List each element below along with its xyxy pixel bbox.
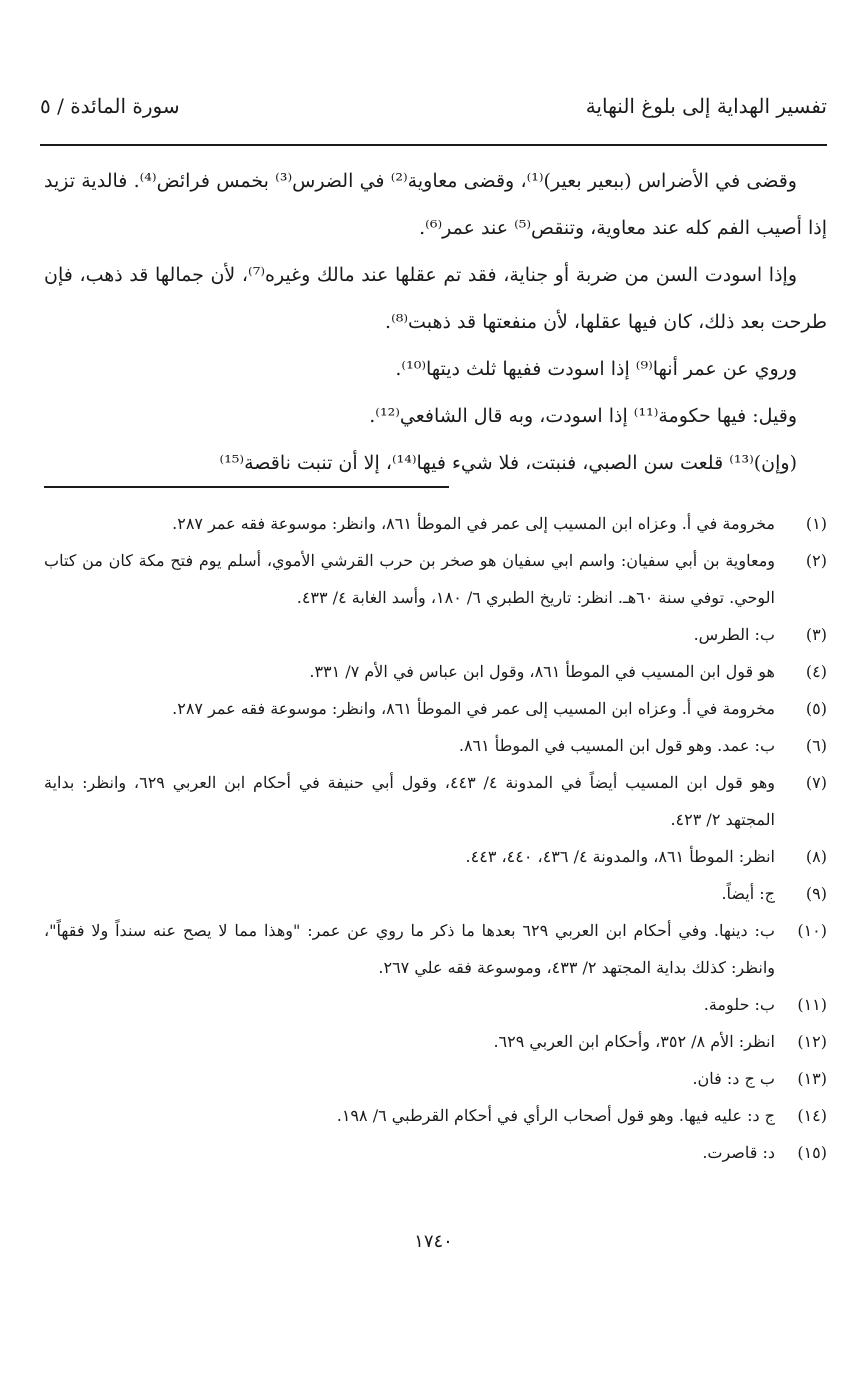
footnote	[44, 986, 827, 1023]
footnote	[44, 690, 827, 727]
footnote-text: ج: أيضاً.	[721, 884, 775, 903]
footnote-text: ب: الطرس.	[693, 625, 775, 644]
footnote-text: د: قاصرت.	[702, 1143, 775, 1162]
paragraph: وقيل: فيها حكومة⁽¹¹⁾ إذا اسودت، وبه قال الشافعي⁽¹²⁾.	[369, 405, 797, 427]
footnote	[44, 727, 827, 764]
footnote-number: (١٤)	[797, 1106, 827, 1125]
surah-label: سورة المائدة / ٥	[40, 94, 180, 118]
footnote-text: ب: عمد. وهو قول ابن المسيب في الموطأ ٨٦١.	[458, 736, 775, 755]
footnote-text: انظر: الأم ٨/ ٣٥٢، وأحكام ابن العربي ٦٢٩.	[493, 1032, 775, 1051]
footnote-text: ج د: عليه فيها. وهو قول أصحاب الرأي في أحكام القرطبي ٦/ ١٩٨.	[336, 1106, 775, 1125]
footnote-number: (٨)	[805, 847, 827, 866]
footnote-number: (١١)	[797, 995, 827, 1014]
footnote-separator	[44, 486, 449, 488]
footnote-text: ومعاوية بن أبي سفيان: واسم ابي سفيان هو صخر بن حرب القرشي الأموي، أسلم يوم فتح مكة كان من كتاب الوحي. توفي سنة ٦٠هـ. انظر: تاريخ الطبري ٦/ ١٨٠، وأسد الغابة ٤/ ٤٣٣.	[44, 551, 775, 607]
footnote-number: (٦)	[805, 736, 827, 755]
footnotes	[44, 505, 827, 1171]
footnote	[44, 1060, 827, 1097]
footnote	[44, 875, 827, 912]
footnote-text: مخرومة في أ. وعزاه ابن المسيب إلى عمر في الموطأ ٨٦١، وانظر: موسوعة فقه عمر ٢٨٧.	[172, 514, 775, 533]
footnote	[44, 653, 827, 690]
footnote	[44, 1023, 827, 1060]
footnote-text: وهو قول ابن المسيب أيضاً في المدونة ٤/ ٤٤٣، وقول أبي حنيفة في أحكام ابن العربي ٦٢٩، وانظر: بداية المجتهد ٢/ ٤٢٣.	[44, 773, 775, 829]
footnote-number: (٩)	[805, 884, 827, 903]
footnote-text: انظر: الموطأ ٨٦١، والمدونة ٤/ ٤٣٦، ٤٤٠، ٤٤٣.	[465, 847, 775, 866]
footnote-number: (٣)	[805, 625, 827, 644]
footnote-text: مخرومة في أ. وعزاه ابن المسيب إلى عمر في الموطأ ٨٦١، وانظر: موسوعة فقه عمر ٢٨٧.	[172, 699, 775, 718]
header-rule	[40, 144, 827, 146]
footnote-number: (٢)	[805, 551, 827, 570]
footnote-number: (٤)	[805, 662, 827, 681]
footnote-text: هو قول ابن المسيب في الموطأ ٨٦١، وقول ابن عباس في الأم ٧/ ٣٣١.	[309, 662, 775, 681]
running-header	[40, 94, 827, 134]
footnote	[44, 764, 827, 838]
footnote-number: (١)	[805, 514, 827, 533]
footnote-number: (٥)	[805, 699, 827, 718]
paragraph: وروي عن عمر أنها⁽⁹⁾ إذا اسودت ففيها ثلث ديتها⁽¹⁰⁾.	[395, 358, 797, 380]
book-title: تفسير الهداية إلى بلوغ النهاية	[585, 94, 827, 118]
page-number: ١٧٤٠	[414, 1231, 453, 1252]
main-text	[44, 158, 827, 487]
footnote	[44, 1097, 827, 1134]
footnote-number: (١٠)	[797, 921, 827, 940]
footnote-text: ب: حلومة.	[703, 995, 775, 1014]
footnote-text: ب: دينها. وفي أحكام ابن العربي ٦٢٩ بعدها ما ذكر ما روي عن عمر: "وهذا مما لا يصح عنه سنداً ولا فقهاً"، وانظر: كذلك بداية المجتهد ٢/ ٤٣٣، وموسوعة فقه علي ٢٦٧.	[44, 921, 775, 977]
footnote-text: ب ج د: فان.	[692, 1069, 775, 1088]
paragraph: وقضى في الأضراس (ببعير بعير)⁽¹⁾، وقضى معاوية⁽²⁾ في الضرس⁽³⁾ بخمس فرائض⁽⁴⁾. فالدية تزيد إذا أصيب الفم كله عند معاوية، وتنقص⁽⁵⁾ عند عمر⁽⁶⁾.	[44, 170, 827, 239]
footnote	[44, 912, 827, 986]
footnote	[44, 505, 827, 542]
footnote-number: (١٥)	[797, 1143, 827, 1162]
paragraph: (وإن)⁽¹³⁾ قلعت سن الصبي، فنبتت، فلا شيء فيها⁽¹⁴⁾، إلا أن تنبت ناقصة⁽¹⁵⁾	[219, 452, 797, 474]
footnote	[44, 838, 827, 875]
paragraph: وإذا اسودت السن من ضربة أو جناية، فقد تم عقلها عند مالك وغيره⁽⁷⁾، لأن جمالها قد ذهب، فإن طرحت بعد ذلك، كان فيها عقلها، لأن منفعتها قد ذهبت⁽⁸⁾.	[44, 264, 827, 333]
footnote-number: (٧)	[805, 773, 827, 792]
footnote	[44, 542, 827, 616]
footnote-number: (١٢)	[797, 1032, 827, 1051]
footnote-number: (١٣)	[797, 1069, 827, 1088]
footnote	[44, 1134, 827, 1171]
footnote	[44, 616, 827, 653]
